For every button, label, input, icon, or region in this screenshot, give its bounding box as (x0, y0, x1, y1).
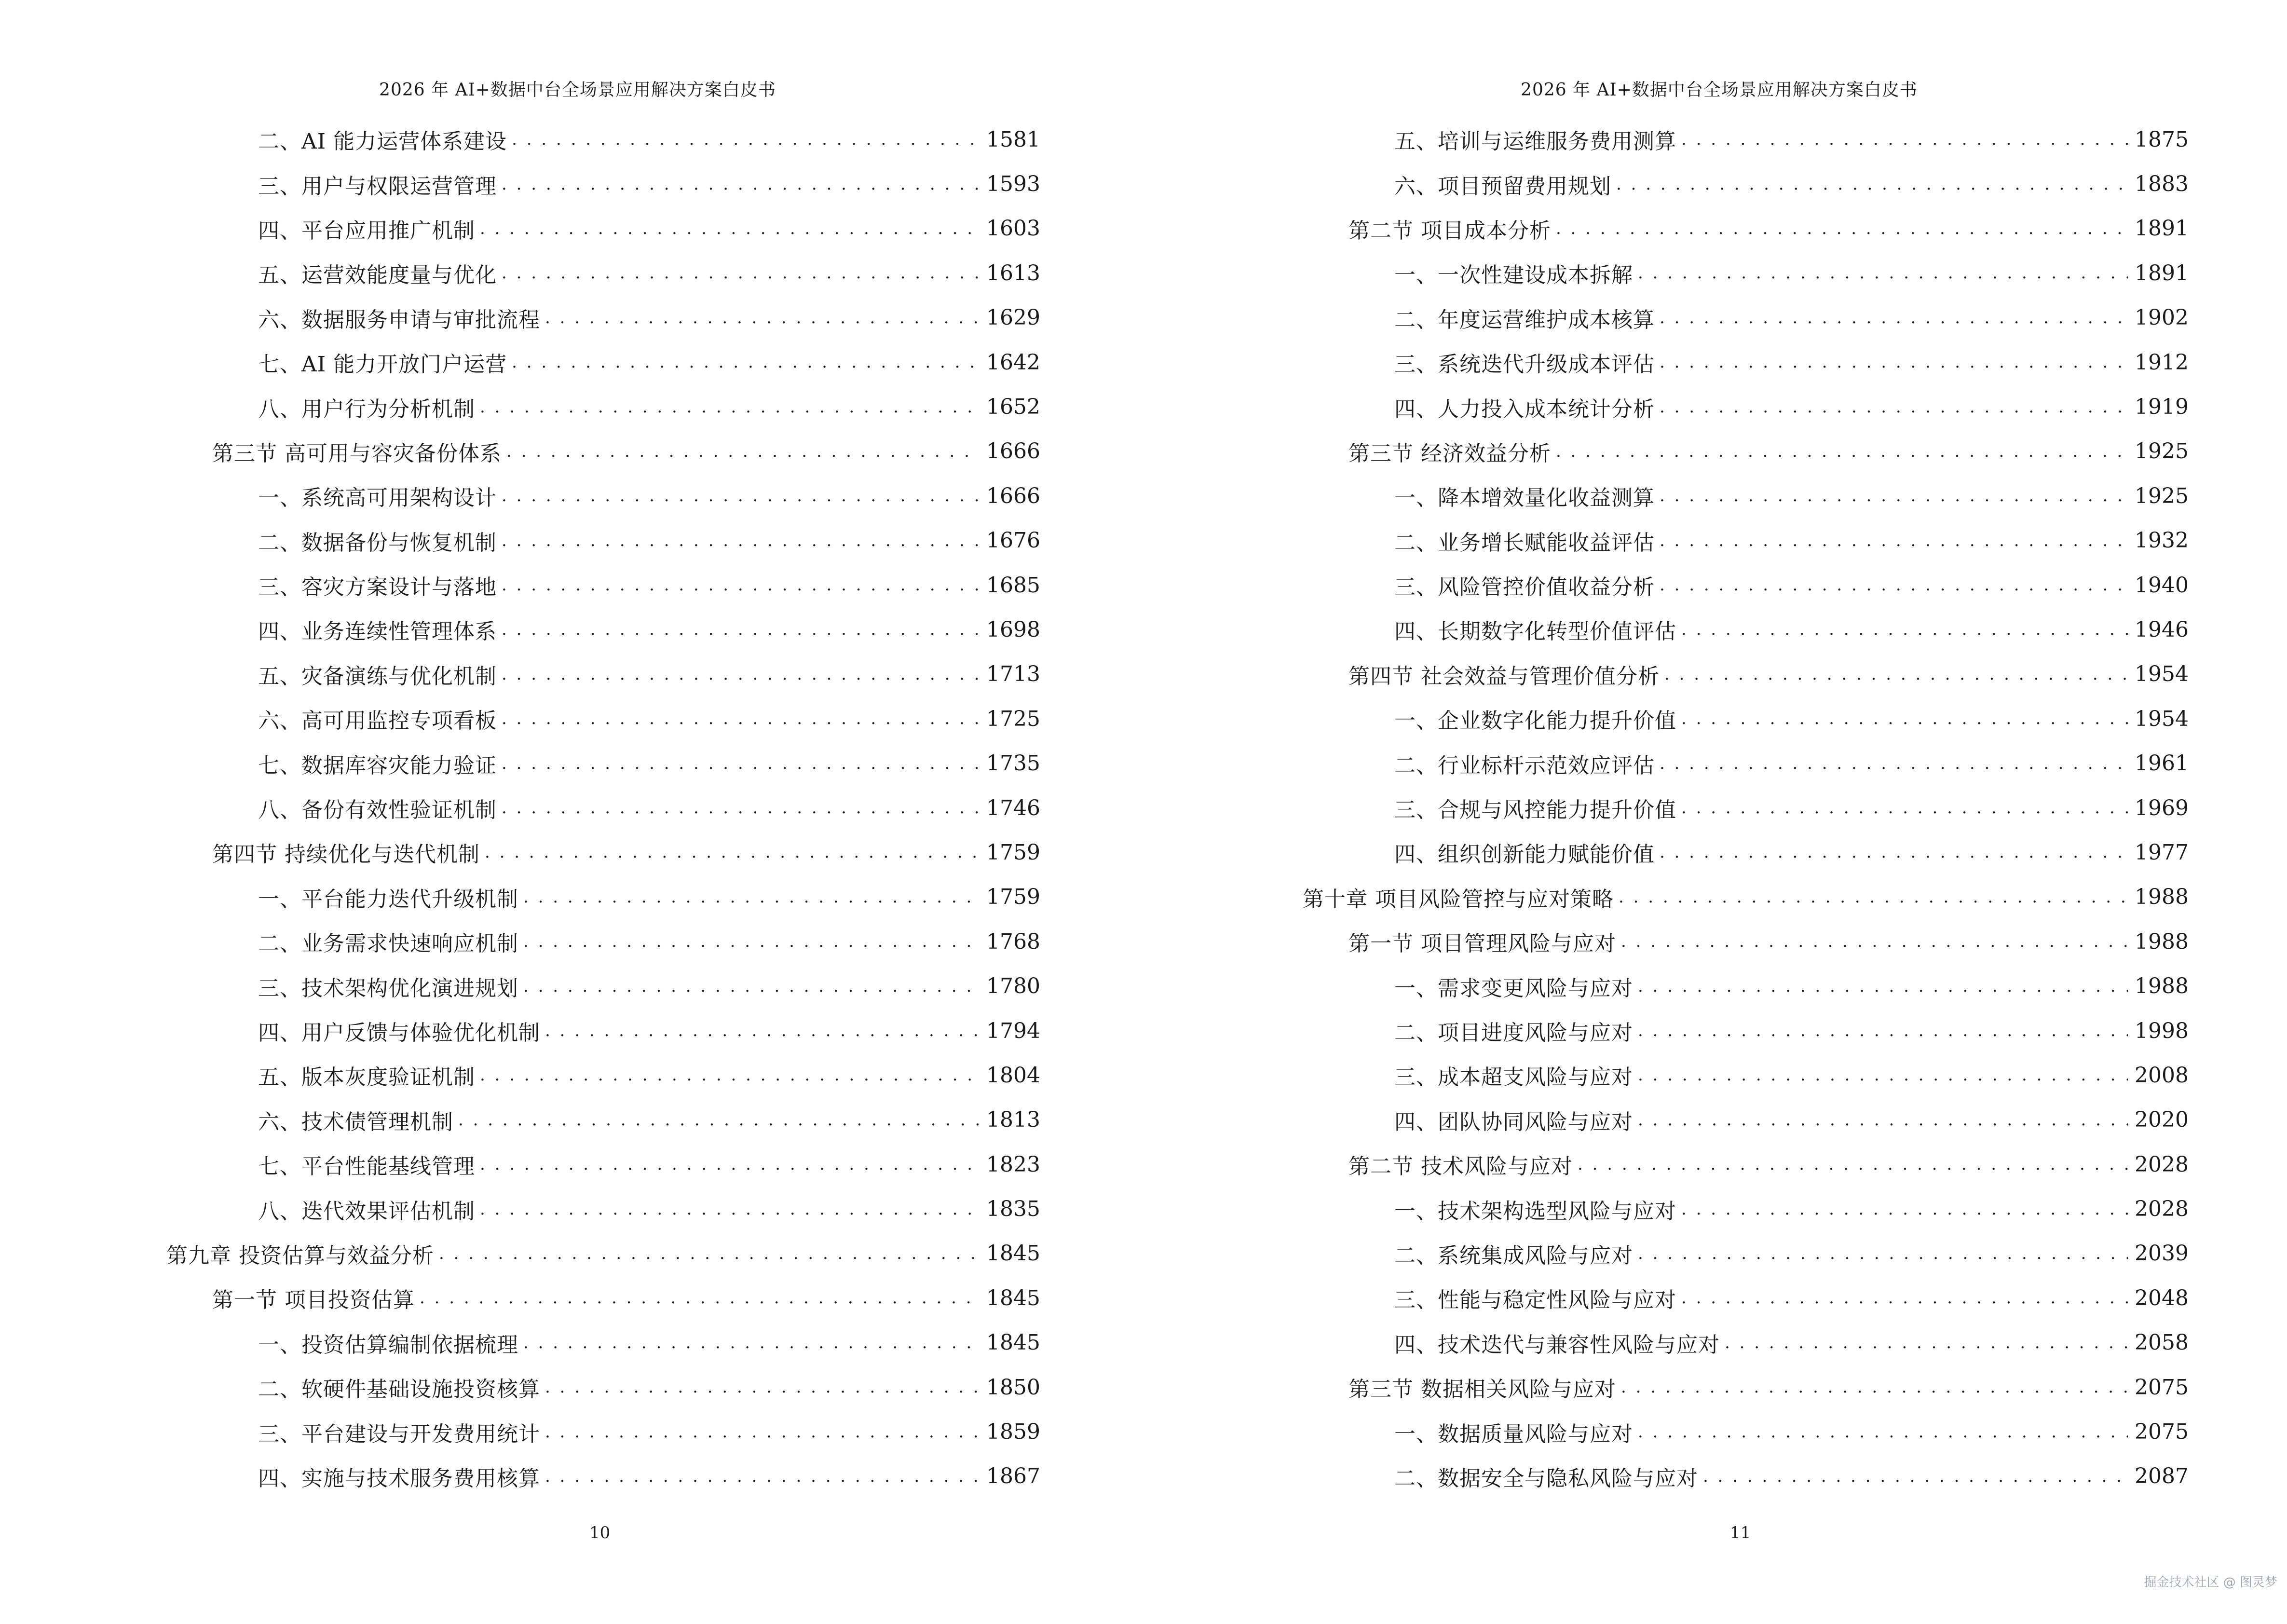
toc-entry[interactable] (1303, 741, 2189, 785)
toc-entry[interactable] (166, 519, 1040, 563)
dot-leader (1725, 1332, 2128, 1353)
dot-leader (1660, 842, 2128, 863)
toc-entry-page-number: 1813 (986, 1107, 1040, 1133)
dot-leader (545, 307, 980, 328)
toc-entry[interactable] (166, 117, 1040, 162)
toc-entry-title: 第二节 项目成本分析 (1348, 218, 1551, 243)
toc-entry-page-number: 1859 (986, 1419, 1040, 1445)
toc-entry-title: 二、行业标杆示范效应评估 (1394, 753, 1655, 778)
toc-entry-page-number: 1988 (2135, 974, 2189, 999)
toc-entry-title: 一、数据质量风险与应对 (1394, 1421, 1633, 1447)
dot-leader (1660, 396, 2128, 418)
dot-leader (1638, 262, 2128, 284)
toc-entry-page-number: 1768 (986, 929, 1040, 954)
toc-entry[interactable] (1303, 563, 2189, 607)
toc-entry-title: 七、AI 能力开放门户运营 (258, 352, 507, 377)
toc-entry[interactable] (166, 206, 1040, 251)
toc-entry-page-number: 1845 (986, 1330, 1040, 1355)
toc-entry-page-number: 1969 (2135, 795, 2189, 820)
toc-entry-page-number: 2075 (2135, 1375, 2189, 1400)
dot-leader (1681, 797, 2128, 819)
toc-entry-title: 一、系统高可用架构设计 (258, 486, 497, 511)
toc-entry-page-number: 1725 (986, 706, 1040, 731)
toc-entry-title: 第二节 技术风险与应对 (1348, 1154, 1573, 1179)
toc-entry[interactable] (1303, 1142, 2189, 1187)
toc-entry-title: 四、人力投入成本统计分析 (1394, 396, 1655, 422)
dot-leader (512, 129, 980, 150)
toc-entry-title: 第十章 项目风险管控与应对策略 (1303, 887, 1614, 912)
toc-entry-page-number: 1713 (986, 662, 1040, 687)
toc-entry-title: 一、需求变更风险与应对 (1394, 976, 1633, 1001)
dot-leader (1616, 174, 2128, 195)
dot-leader (1638, 1064, 2128, 1086)
dot-leader (1638, 1421, 2128, 1443)
dot-leader (439, 1243, 980, 1264)
running-header: 2026 年 AI+数据中台全场景应用解决方案白皮书 (379, 80, 776, 100)
dot-leader (458, 1109, 980, 1131)
dot-leader (1621, 1377, 2128, 1398)
toc-entry-page-number: 1912 (2135, 350, 2189, 375)
toc-entry-title: 第三节 高可用与容灾备份体系 (212, 441, 502, 466)
toc-entry-page-number: 2075 (2135, 1419, 2189, 1445)
toc-entry-page-number: 1845 (986, 1241, 1040, 1266)
dot-leader (1638, 1243, 2128, 1264)
toc-entry-page-number: 1946 (2135, 617, 2189, 642)
dot-leader (1556, 441, 2128, 462)
toc-entry[interactable] (166, 1454, 1040, 1499)
toc-entry[interactable] (1303, 1321, 2189, 1365)
toc-entry-page-number: 1940 (2135, 573, 2189, 598)
dot-leader (1638, 1020, 2128, 1041)
dot-leader (1660, 307, 2128, 328)
toc-entry-page-number: 1954 (2135, 662, 2189, 687)
toc-entry-title: 五、运营效能度量与优化 (258, 263, 497, 288)
dot-leader (523, 1332, 980, 1353)
toc-entry-title: 七、数据库容灾能力验证 (258, 753, 497, 778)
toc-entry-page-number: 2020 (2135, 1107, 2189, 1133)
toc-entry[interactable] (166, 607, 1040, 652)
toc-entry-page-number: 1867 (986, 1464, 1040, 1489)
dot-leader (1681, 708, 2128, 729)
dot-leader (1681, 1199, 2128, 1220)
toc-entry[interactable] (166, 1365, 1040, 1409)
toc-entry-page-number: 1780 (986, 974, 1040, 999)
dot-leader (502, 485, 980, 506)
toc-entry-title: 一、一次性建设成本拆解 (1394, 263, 1633, 288)
toc-entry-page-number: 1845 (986, 1285, 1040, 1310)
toc-entry[interactable] (166, 696, 1040, 741)
toc-entry-page-number: 1794 (986, 1018, 1040, 1043)
toc-entry-page-number: 1925 (2135, 483, 2189, 508)
dot-leader (545, 1377, 980, 1398)
toc-entry-title: 一、降本增效量化收益测算 (1394, 486, 1655, 511)
right-page (1144, 0, 2287, 1624)
toc-entry-page-number: 1961 (2135, 751, 2189, 776)
toc-entry-page-number: 1685 (986, 573, 1040, 598)
toc-entry[interactable] (1303, 117, 2189, 162)
toc-entry[interactable] (1303, 474, 2189, 518)
toc-entry[interactable] (1303, 162, 2189, 206)
toc-entry[interactable] (166, 1231, 1040, 1276)
dot-leader (502, 530, 980, 551)
toc-entry-title: 第三节 数据相关风险与应对 (1348, 1377, 1616, 1402)
toc-entry-title: 八、备份有效性验证机制 (258, 798, 497, 823)
toc-entry[interactable] (166, 474, 1040, 518)
toc-entry[interactable] (1303, 964, 2189, 1008)
toc-entry[interactable] (166, 1053, 1040, 1097)
dot-leader (545, 1421, 980, 1443)
toc-entry-page-number: 1759 (986, 885, 1040, 910)
toc-entry[interactable] (1303, 1009, 2189, 1053)
toc-entry[interactable] (1303, 652, 2189, 696)
toc-entry-title: 三、技术架构优化演进规划 (258, 976, 518, 1001)
toc-entry[interactable] (1303, 875, 2189, 919)
toc-entry[interactable] (1303, 340, 2189, 384)
toc-entry-title: 二、AI 能力运营体系建设 (258, 129, 507, 154)
toc-entry-title: 三、合规与风控能力提升价值 (1394, 798, 1676, 823)
toc-entry-title: 一、技术架构选型风险与应对 (1394, 1199, 1676, 1224)
toc-entry[interactable] (166, 875, 1040, 919)
page-number: 10 (589, 1523, 611, 1542)
dot-leader (545, 1466, 980, 1487)
toc-entry-title: 八、用户行为分析机制 (258, 396, 475, 422)
toc-entry-page-number: 1676 (986, 528, 1040, 553)
toc-entry[interactable] (166, 429, 1040, 474)
dot-leader (1619, 887, 2128, 908)
toc-entry[interactable] (1303, 296, 2189, 340)
toc-entry-page-number: 1613 (986, 260, 1040, 286)
dot-leader (502, 664, 980, 685)
toc-entry-page-number: 2028 (2135, 1152, 2189, 1177)
toc-entry[interactable] (1303, 919, 2189, 964)
toc-entry-page-number: 2087 (2135, 1464, 2189, 1489)
dot-leader (420, 1287, 980, 1309)
toc-entry-page-number: 1642 (986, 350, 1040, 375)
toc-entry-page-number: 1746 (986, 795, 1040, 820)
toc-entry-title: 四、长期数字化转型价值评估 (1394, 619, 1676, 644)
dot-leader (1681, 1287, 2128, 1309)
dot-leader (1660, 574, 2128, 596)
toc-entry-page-number: 1593 (986, 172, 1040, 197)
toc-entry-title: 四、实施与技术服务费用核算 (258, 1466, 540, 1491)
dot-leader (1660, 352, 2128, 373)
toc-entry-title: 五、版本灰度验证机制 (258, 1065, 475, 1090)
toc-entry[interactable] (166, 830, 1040, 874)
toc-entry-page-number: 1875 (2135, 127, 2189, 152)
toc-entry[interactable] (166, 251, 1040, 295)
toc-entry-title: 三、性能与稳定性风险与应对 (1394, 1288, 1676, 1313)
toc-entry-page-number: 1735 (986, 751, 1040, 776)
toc-entry[interactable] (1303, 607, 2189, 652)
toc-entry-title: 五、灾备演练与优化机制 (258, 664, 497, 689)
toc-entry-title: 三、平台建设与开发费用统计 (258, 1421, 540, 1447)
toc-entry-title: 第四节 持续优化与迭代机制 (212, 842, 480, 867)
dot-leader (512, 352, 980, 373)
toc-entry[interactable] (1303, 1454, 2189, 1499)
toc-entry-page-number: 1666 (986, 439, 1040, 464)
table-of-contents (1303, 117, 2189, 1499)
toc-entry[interactable] (1303, 786, 2189, 830)
toc-entry[interactable] (1303, 1365, 2189, 1409)
toc-entry[interactable] (1303, 1231, 2189, 1276)
toc-entry-title: 五、培训与运维服务费用测算 (1394, 129, 1676, 154)
toc-entry-page-number: 1581 (986, 127, 1040, 152)
toc-entry[interactable] (1303, 696, 2189, 741)
dot-leader (1621, 931, 2128, 952)
toc-entry-page-number: 1954 (2135, 706, 2189, 731)
toc-entry-title: 第一节 项目管理风险与应对 (1348, 931, 1616, 956)
toc-entry[interactable] (166, 741, 1040, 785)
dot-leader (545, 1020, 980, 1041)
toc-entry-title: 三、风险管控价值收益分析 (1394, 575, 1655, 600)
toc-entry-page-number: 1988 (2135, 929, 2189, 954)
toc-entry-page-number: 1759 (986, 840, 1040, 865)
toc-entry[interactable] (1303, 206, 2189, 251)
running-header: 2026 年 AI+数据中台全场景应用解决方案白皮书 (1521, 80, 1918, 100)
dot-leader (502, 174, 980, 195)
toc-entry-page-number: 2048 (2135, 1285, 2189, 1310)
toc-entry-title: 六、项目预留费用规划 (1394, 174, 1611, 199)
toc-entry-page-number: 1902 (2135, 305, 2189, 330)
toc-entry[interactable] (166, 162, 1040, 206)
toc-entry-page-number: 1891 (2135, 260, 2189, 286)
toc-entry-page-number: 1988 (2135, 885, 2189, 910)
dot-leader (1556, 218, 2128, 239)
dot-leader (1660, 753, 2128, 774)
toc-entry-page-number: 1804 (986, 1063, 1040, 1088)
toc-entry[interactable] (1303, 1409, 2189, 1454)
toc-entry-title: 二、系统集成风险与应对 (1394, 1243, 1633, 1268)
dot-leader (480, 1064, 980, 1086)
toc-entry-title: 四、组织创新能力赋能价值 (1394, 842, 1655, 867)
toc-entry-page-number: 1891 (2135, 216, 2189, 241)
dot-leader (1638, 1109, 2128, 1131)
dot-leader (1578, 1154, 2128, 1175)
toc-entry[interactable] (166, 1321, 1040, 1365)
dot-leader (506, 441, 980, 462)
toc-entry-title: 第三节 经济效益分析 (1348, 441, 1551, 466)
watermark: 掘金技术社区 @ 图灵梦 (2144, 1575, 2277, 1590)
toc-entry-page-number: 2028 (2135, 1197, 2189, 1222)
dot-leader (485, 842, 980, 863)
toc-entry-title: 二、年度运营维护成本核算 (1394, 307, 1655, 332)
toc-entry-page-number: 2058 (2135, 1330, 2189, 1355)
toc-entry[interactable] (1303, 1276, 2189, 1320)
table-of-contents (166, 117, 1040, 1499)
toc-entry-page-number: 1603 (986, 216, 1040, 241)
toc-entry-page-number: 1998 (2135, 1018, 2189, 1043)
toc-entry[interactable] (166, 384, 1040, 429)
page-number: 11 (1730, 1523, 1751, 1542)
toc-entry[interactable] (1303, 1098, 2189, 1142)
toc-entry[interactable] (1303, 519, 2189, 563)
dot-leader (1660, 530, 2128, 551)
toc-entry-title: 三、系统迭代升级成本评估 (1394, 352, 1655, 377)
toc-entry-title: 六、数据服务申请与审批流程 (258, 307, 540, 332)
toc-entry[interactable] (166, 340, 1040, 384)
toc-entry[interactable] (166, 296, 1040, 340)
toc-entry[interactable] (166, 563, 1040, 607)
toc-entry[interactable] (166, 1142, 1040, 1187)
toc-entry-title: 七、平台性能基线管理 (258, 1154, 475, 1179)
dot-leader (480, 218, 980, 239)
toc-entry-title: 四、平台应用推广机制 (258, 218, 475, 243)
dot-leader (1664, 664, 2128, 685)
toc-entry-page-number: 1698 (986, 617, 1040, 642)
toc-entry-title: 一、平台能力迭代升级机制 (258, 887, 518, 912)
toc-entry[interactable] (166, 652, 1040, 696)
toc-entry-title: 二、数据备份与恢复机制 (258, 530, 497, 555)
toc-entry-title: 二、业务增长赋能收益评估 (1394, 530, 1655, 555)
toc-entry-page-number: 1850 (986, 1375, 1040, 1400)
dot-leader (480, 1154, 980, 1175)
toc-entry-title: 二、项目进度风险与应对 (1394, 1021, 1633, 1045)
toc-entry[interactable] (1303, 1187, 2189, 1231)
toc-entry[interactable] (166, 919, 1040, 964)
toc-entry-page-number: 1919 (2135, 395, 2189, 420)
toc-entry-title: 二、软硬件基础设施投资核算 (258, 1377, 540, 1402)
dot-leader (502, 708, 980, 729)
toc-entry-page-number: 2008 (2135, 1063, 2189, 1088)
toc-entry[interactable] (166, 1187, 1040, 1231)
toc-entry[interactable] (166, 1098, 1040, 1142)
toc-entry-title: 三、用户与权限运营管理 (258, 174, 497, 199)
toc-entry-title: 六、技术债管理机制 (258, 1109, 453, 1134)
toc-entry[interactable] (166, 1276, 1040, 1320)
toc-entry-title: 二、业务需求快速响应机制 (258, 931, 518, 956)
dot-leader (502, 262, 980, 284)
toc-entry-page-number: 1666 (986, 483, 1040, 508)
toc-entry-title: 四、团队协同风险与应对 (1394, 1109, 1633, 1134)
toc-entry[interactable] (1303, 830, 2189, 874)
dot-leader (502, 753, 980, 774)
toc-entry-title: 四、用户反馈与体验优化机制 (258, 1021, 540, 1045)
toc-entry[interactable] (166, 1009, 1040, 1053)
toc-entry-page-number: 1925 (2135, 439, 2189, 464)
toc-entry-title: 第四节 社会效益与管理价值分析 (1348, 664, 1660, 689)
toc-entry-page-number: 1652 (986, 395, 1040, 420)
dot-leader (502, 574, 980, 596)
dot-leader (480, 1199, 980, 1220)
dot-leader (523, 887, 980, 908)
toc-entry-page-number: 1932 (2135, 528, 2189, 553)
dot-leader (523, 976, 980, 997)
toc-entry[interactable] (1303, 251, 2189, 295)
toc-entry[interactable] (166, 1409, 1040, 1454)
dot-leader (480, 396, 980, 418)
toc-entry[interactable] (166, 964, 1040, 1008)
toc-entry-title: 二、数据安全与隐私风险与应对 (1394, 1466, 1698, 1491)
dot-leader (1703, 1466, 2128, 1487)
toc-entry-title: 第九章 投资估算与效益分析 (166, 1243, 434, 1268)
dot-leader (502, 619, 980, 640)
dot-leader (1660, 485, 2128, 506)
toc-entry-page-number: 1835 (986, 1197, 1040, 1222)
toc-entry[interactable] (1303, 384, 2189, 429)
toc-entry-page-number: 1977 (2135, 840, 2189, 865)
toc-entry-page-number: 1629 (986, 305, 1040, 330)
toc-entry-title: 第一节 项目投资估算 (212, 1288, 415, 1313)
toc-entry[interactable] (166, 786, 1040, 830)
toc-entry-page-number: 1883 (2135, 172, 2189, 197)
toc-entry[interactable] (1303, 429, 2189, 474)
toc-entry-title: 三、成本超支风险与应对 (1394, 1065, 1633, 1090)
toc-entry[interactable] (1303, 1053, 2189, 1097)
dot-leader (1638, 976, 2128, 997)
dot-leader (1681, 619, 2128, 640)
toc-entry-title: 四、技术迭代与兼容性风险与应对 (1394, 1332, 1720, 1357)
toc-entry-title: 八、迭代效果评估机制 (258, 1199, 475, 1224)
toc-entry-title: 六、高可用监控专项看板 (258, 709, 497, 734)
dot-leader (502, 797, 980, 819)
toc-entry-title: 三、容灾方案设计与落地 (258, 575, 497, 600)
toc-entry-title: 一、投资估算编制依据梳理 (258, 1332, 518, 1357)
dot-leader (523, 931, 980, 952)
toc-entry-title: 一、企业数字化能力提升价值 (1394, 709, 1676, 734)
toc-entry-title: 四、业务连续性管理体系 (258, 619, 497, 644)
toc-entry-page-number: 1823 (986, 1152, 1040, 1177)
dot-leader (1681, 129, 2128, 150)
toc-entry-page-number: 2039 (2135, 1241, 2189, 1266)
